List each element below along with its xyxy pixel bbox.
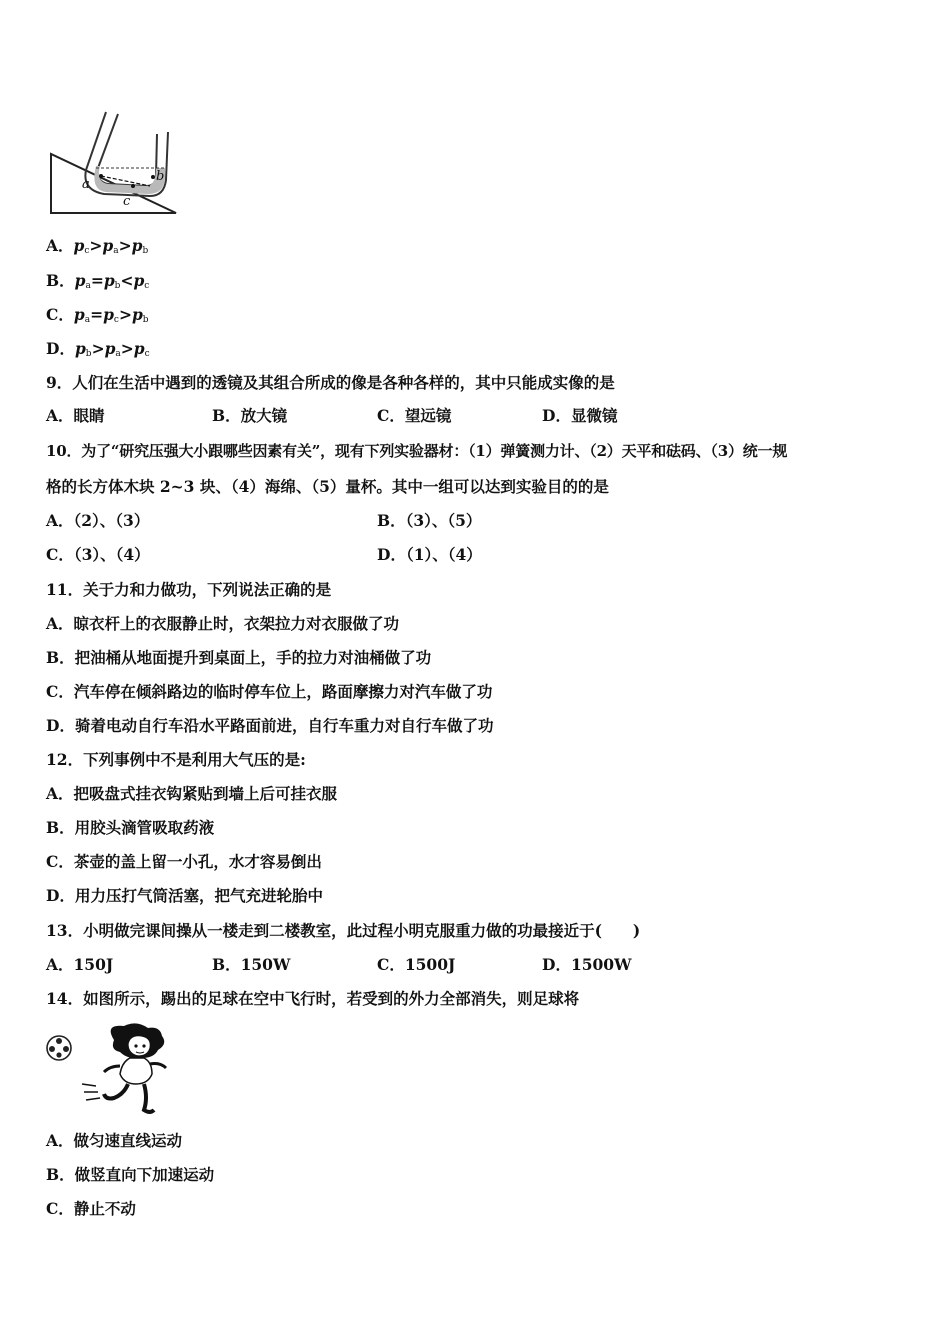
q11-stem: 11．关于力和力做功，下列说法正确的是 bbox=[46, 580, 332, 599]
kicking-figure bbox=[44, 1022, 174, 1118]
cartoon-kicker bbox=[82, 1023, 166, 1112]
soccer-ball-icon bbox=[47, 1036, 71, 1060]
q13-option-a: A．150J bbox=[46, 955, 114, 974]
q10-stem-line1: 10．为了“研究压强大小跟哪些因素有关”，现有下列实验器材：（1）弹簧测力计、（2）天平和砝码、（3）统一规 bbox=[46, 442, 788, 460]
q12-option-d: D．用力压打气筒活塞，把气充进轮胎中 bbox=[46, 886, 323, 905]
q10-option-a: A．（2）、（3） bbox=[46, 511, 150, 530]
point-c-dot bbox=[131, 184, 135, 188]
q8-option-d: D．$p_b>p_a>p_c$ bbox=[46, 339, 150, 359]
q11-option-d: D．骑着电动自行车沿水平路面前进，自行车重力对自行车做了功 bbox=[46, 716, 494, 735]
label-b: b bbox=[156, 169, 165, 184]
q12-stem: 12．下列事例中不是利用大气压的是: bbox=[46, 750, 306, 769]
q13-stem: 13．小明做完课间操从一楼走到二楼教室，此过程小明克服重力做的功最接近于( ) bbox=[46, 921, 641, 940]
point-a-dot bbox=[99, 174, 103, 178]
q9-option-d: D．显微镜 bbox=[542, 406, 618, 425]
q12-option-c: C．茶壶的盖上留一小孔，水才容易倒出 bbox=[46, 852, 322, 871]
q14-option-b: B．做竖直向下加速运动 bbox=[46, 1165, 215, 1184]
q14-option-c: C．静止不动 bbox=[46, 1199, 136, 1218]
q8-option-b: B．$p_a=p_b<p_c$ bbox=[46, 271, 150, 291]
q12-option-a: A．把吸盘式挂衣钩紧贴到墙上后可挂衣服 bbox=[46, 784, 338, 803]
q9-option-c: C．望远镜 bbox=[377, 406, 452, 425]
q8-option-a: A．$p_c>p_a>p_b$ bbox=[46, 236, 149, 256]
q8-option-c: C．$p_a=p_c>p_b$ bbox=[46, 305, 149, 325]
u-tube-incline-figure bbox=[46, 110, 181, 218]
q13-option-d: D．1500W bbox=[542, 955, 632, 974]
point-b-dot bbox=[151, 175, 155, 179]
label-c: c bbox=[123, 194, 131, 209]
q12-option-b: B．用胶头滴管吸取药液 bbox=[46, 818, 215, 837]
q9-option-b: B．放大镜 bbox=[212, 406, 288, 425]
u-tube-inner bbox=[98, 114, 157, 186]
q14-stem: 14．如图所示，踢出的足球在空中飞行时，若受到的外力全部消失，则足球将 bbox=[46, 989, 580, 1008]
q10-option-d: D．（1）、（4） bbox=[377, 545, 482, 564]
q11-option-b: B．把油桶从地面提升到桌面上，手的拉力对油桶做了功 bbox=[46, 648, 432, 667]
q10-option-c: C．（3）、（4） bbox=[46, 545, 150, 564]
label-a: a bbox=[82, 177, 90, 192]
q13-option-c: C．1500J bbox=[377, 955, 456, 974]
q9-option-a: A．眼睛 bbox=[46, 406, 105, 425]
q9-stem: 9．人们在生活中遇到的透镜及其组合所成的像是各种各样的，其中只能成实像的是 bbox=[46, 373, 615, 392]
q10-stem-line2: 格的长方体木块 2~3 块、（4）海绵、（5）量杯。其中一组可以达到实验目的的是 bbox=[46, 477, 609, 496]
q10-option-b: B．（3）、（5） bbox=[377, 511, 482, 530]
q14-option-a: A．做匀速直线运动 bbox=[46, 1131, 183, 1150]
q13-option-b: B．150W bbox=[212, 955, 291, 974]
q11-option-c: C．汽车停在倾斜路边的临时停车位上，路面摩擦力对汽车做了功 bbox=[46, 682, 493, 701]
q11-option-a: A．晾衣杆上的衣服静止时，衣架拉力对衣服做了功 bbox=[46, 614, 400, 633]
